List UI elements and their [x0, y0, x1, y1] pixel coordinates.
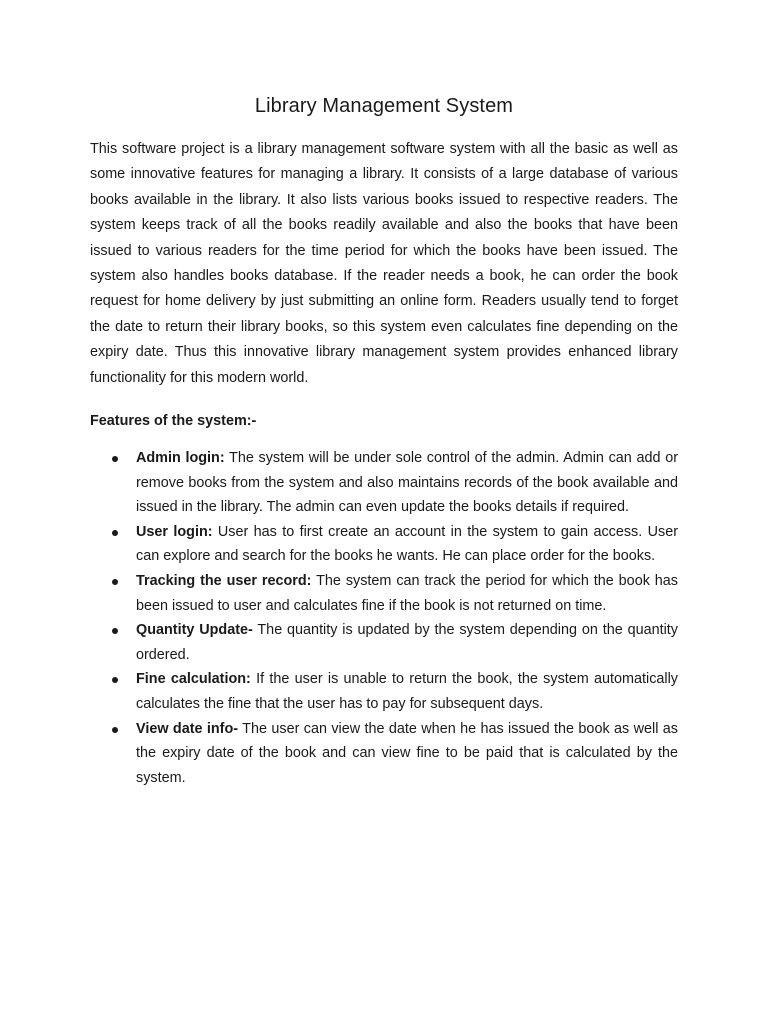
- feature-description: The quantity is updated by the system depending on the quantity ordered.: [136, 622, 678, 663]
- features-heading: Features of the system:-: [90, 413, 257, 430]
- feature-description: User has to first create an account in the system to gain access. User can explore and search for the books he wants. He can place order for the books.: [136, 523, 678, 565]
- feature-list: [90, 446, 678, 790]
- feature-item-quantity-update: [90, 618, 678, 667]
- feature-description: The user can view the date when he has issued the book as well as the expiry date of the book and can view fine to be paid that is calculated by the system.: [136, 720, 678, 786]
- feature-item-admin-login: [90, 446, 678, 520]
- document-page: [90, 92, 678, 790]
- bullet-icon: [112, 530, 118, 536]
- feature-description: The system will be under sole control of the admin. Admin can add or remove books from the system and also maintains records of the book available and issued in the library. The admin can even update the books details if required.: [136, 450, 678, 516]
- document-title: Library Management System: [254, 95, 514, 117]
- feature-name: User login:: [136, 523, 213, 540]
- feature-item-view-date-info: [90, 717, 678, 791]
- feature-item-tracking-user-record: [90, 569, 678, 618]
- feature-name: View date info-: [136, 720, 239, 737]
- feature-description: The system can track the period for which the book has been issued to user and calculates fine if the book is not returned on time.: [136, 573, 678, 614]
- feature-name: Quantity Update-: [136, 622, 253, 639]
- bullet-icon: [112, 456, 118, 462]
- bullet-icon: [112, 727, 118, 733]
- feature-item-fine-calculation: [90, 667, 678, 716]
- feature-item-user-login: [90, 520, 678, 569]
- feature-description: If the user is unable to return the book, the system automatically calculates the fine that the user has to pay for subsequent days.: [136, 671, 679, 712]
- bullet-icon: [112, 677, 118, 683]
- feature-name: Admin login:: [136, 450, 225, 467]
- feature-name: Tracking the user record:: [136, 573, 312, 590]
- bullet-icon: [112, 579, 118, 585]
- bullet-icon: [112, 628, 118, 634]
- feature-name: Fine calculation:: [136, 671, 251, 688]
- intro-paragraph: This software project is a library management software system with all the basic as well as some innovative features for managing a library. It consists of a large database of various books available in the library. It also lists various books issued to respective readers. The system keeps track of all the books readily available and also the books that have been issued to various readers for the time period for which the books have been issued. The system also handles books database. If the reader needs a book, he can order the book request for home delivery by just submitting an online form. Readers usually tend to forget the date to return their library books, so this system even calculates fine depending on the expiry date. Thus this innovative library management system provides enhanced library functionality for this modern world.: [90, 141, 678, 386]
